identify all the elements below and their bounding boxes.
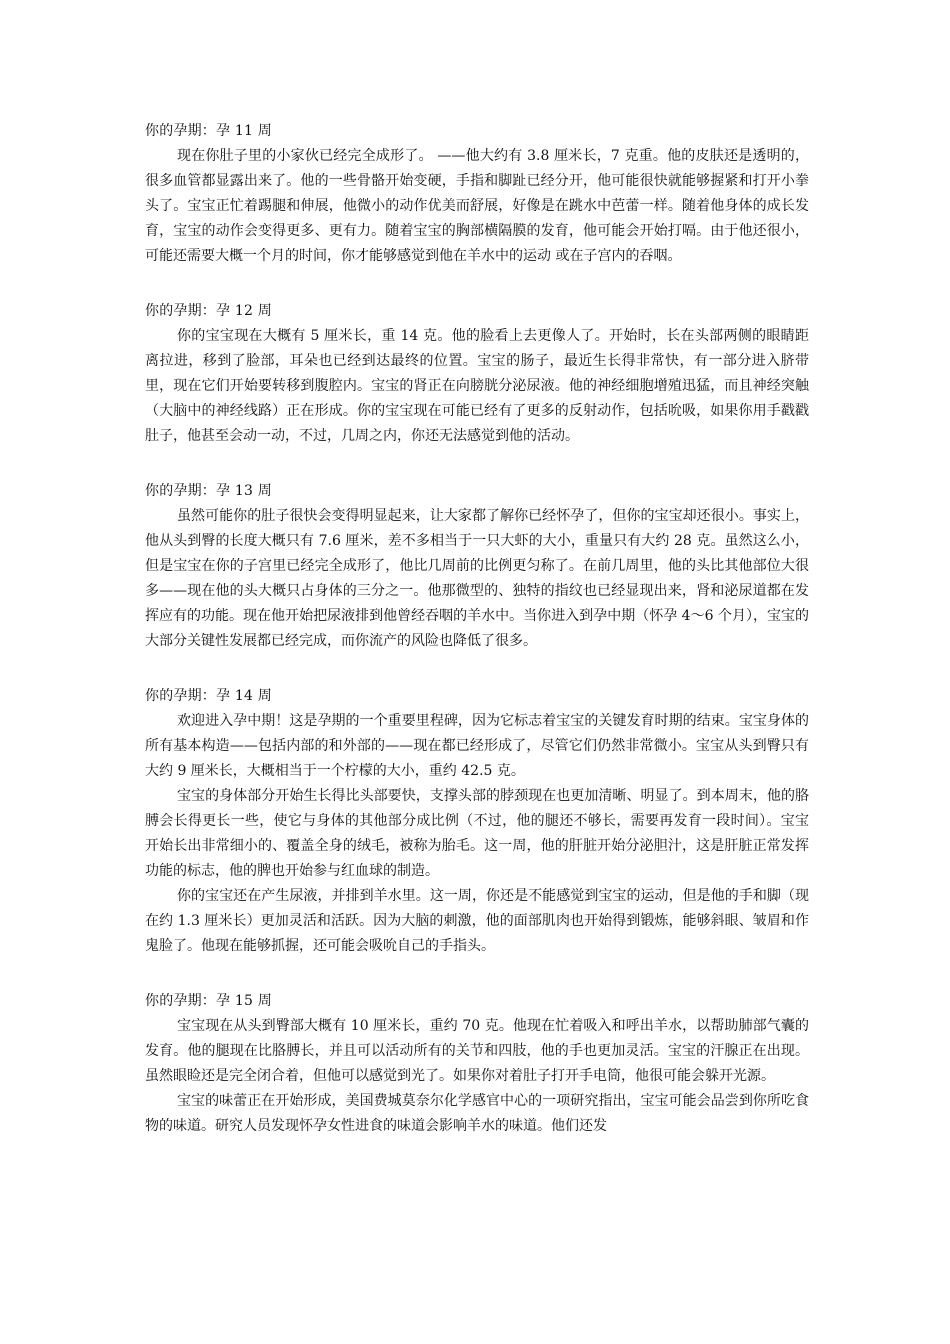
week-12-paragraph-1: 你的宝宝现在大概有 5 厘米长，重 14 克。他的脸看上去更像人了。开始时，长在头部两侧的眼睛距离拉进，移到了脸部，耳朵也已经到达最终的位置。宝宝的肠子，最近生长得非常快，有一部分进入脐带里，现在它们开始要转移到腹腔内。宝宝的肾正在向膀胱分泌尿液。他的神经细胞增殖迅猛，而且神经突触（大脑中的神经线路）正在形成。你的宝宝现在可能已经有了更多的反射动作，包括吮吸，如果你用手戳戳肚子，他甚至会动一动，不过，几周之内，你还无法感觉到他的活动。 [145,328,809,444]
week-12-heading: 你的孕期：孕 12 周 [145,303,272,319]
week-11-section [145,119,809,269]
week-15-paragraph-2: 宝宝的味蕾正在开始形成，美国费城莫奈尔化学感官中心的一项研究指出，宝宝可能会品尝到你所吃食物的味道。研究人员发现怀孕女性进食的味道会影响羊水的味道。他们还发 [145,1093,809,1134]
week-14-paragraph-3: 你的宝宝还在产生尿液，并排到羊水里。这一周，你还是不能感觉到宝宝的运动，但是他的手和脚（现在约 1.3 厘米长）更加灵活和活跃。因为大脑的刺激，他的面部肌肉也开始得到锻炼，能够斜眼、皱眉和作鬼脸了。他现在能够抓握，还可能会吸吮自己的手指头。 [145,888,809,954]
week-14-paragraph-1: 欢迎进入孕中期！这是孕期的一个重要里程碑，因为它标志着宝宝的关键发育时期的结束。宝宝身体的所有基本构造——包括内部的和外部的——现在都已经形成了，尽管它们仍然非常微小。宝宝从头到臀只有大约 9 厘米长，大概相当于一个柠檬的大小，重约 42.5 克。 [145,713,809,779]
week-11-heading: 你的孕期：孕 11 周 [145,123,272,139]
week-13-paragraph-1: 虽然可能你的肚子很快会变得明显起来，让大家都了解你已经怀孕了，但你的宝宝却还很小。事实上，他从头到臀的长度大概只有 7.6 厘米，差不多相当于一只大虾的大小，重量只有大约 28 克。虽然这么小，但是宝宝在你的子宫里已经完全成形了，他比几周前的比例更匀称了。在前几周里，他的头比其他部位大很多——现在他的头大概只占身体的三分之一。他那微型的、独特的指纹也已经显现出来，肾和泌尿道都在发挥应有的功能。现在他开始把尿液排到他曾经吞咽的羊水中。当你进入到孕中期（怀孕 4～6 个月），宝宝的大部分关键性发展都已经完成，而你流产的风险也降低了很多。 [145,508,809,649]
week-15-heading: 你的孕期：孕 15 周 [145,993,272,1009]
week-15-paragraph-1: 宝宝现在从头到臀部大概有 10 厘米长，重约 70 克。他现在忙着吸入和呼出羊水，以帮助肺部气囊的发育。他的腿现在比胳膊长，并且可以活动所有的关节和四肢，他的手也更加灵活。宝宝的汗腺正在出现。虽然眼睑还是完全闭合着，但他可以感觉到光了。如果你对着肚子打开手电筒，他很可能会躲开光源。 [145,1018,809,1084]
week-13-section [145,479,809,654]
week-14-heading: 你的孕期：孕 14 周 [145,688,272,704]
week-15-section [145,989,809,1139]
week-13-heading: 你的孕期：孕 13 周 [145,483,272,499]
document-page [145,119,809,1139]
week-14-paragraph-2: 宝宝的身体部分开始生长得比头部要快，支撑头部的脖颈现在也更加清晰、明显了。到本周末，他的胳膊会长得更长一些，使它与身体的其他部分成比例（不过，他的腿还不够长，需要再发育一段时间）。宝宝开始长出非常细小的、覆盖全身的绒毛，被称为胎毛。这一周，他的肝脏开始分泌胆汁，这是肝脏正常发挥功能的标志，他的脾也开始参与红血球的制造。 [145,788,809,879]
week-11-paragraph-1: 现在你肚子里的小家伙已经完全成形了。 ——他大约有 3.8 厘米长，7 克重。他的皮肤还是透明的，很多血管都显露出来了。他的一些骨骼开始变硬，手指和脚趾已经分开，他可能很快就能够握紧和打开小拳头了。宝宝正忙着踢腿和伸展，他微小的动作优美而舒展，好像是在跳水中芭蕾一样。随着他身体的成长发育，宝宝的动作会变得更多、更有力。随着宝宝的胸部横隔膜的发育，他可能会开始打嗝。由于他还很小，可能还需要大概一个月的时间，你才能够感觉到他在羊水中的运动 或在子宫内的吞咽。 [145,148,809,264]
week-12-section [145,299,809,449]
week-14-section [145,684,809,959]
